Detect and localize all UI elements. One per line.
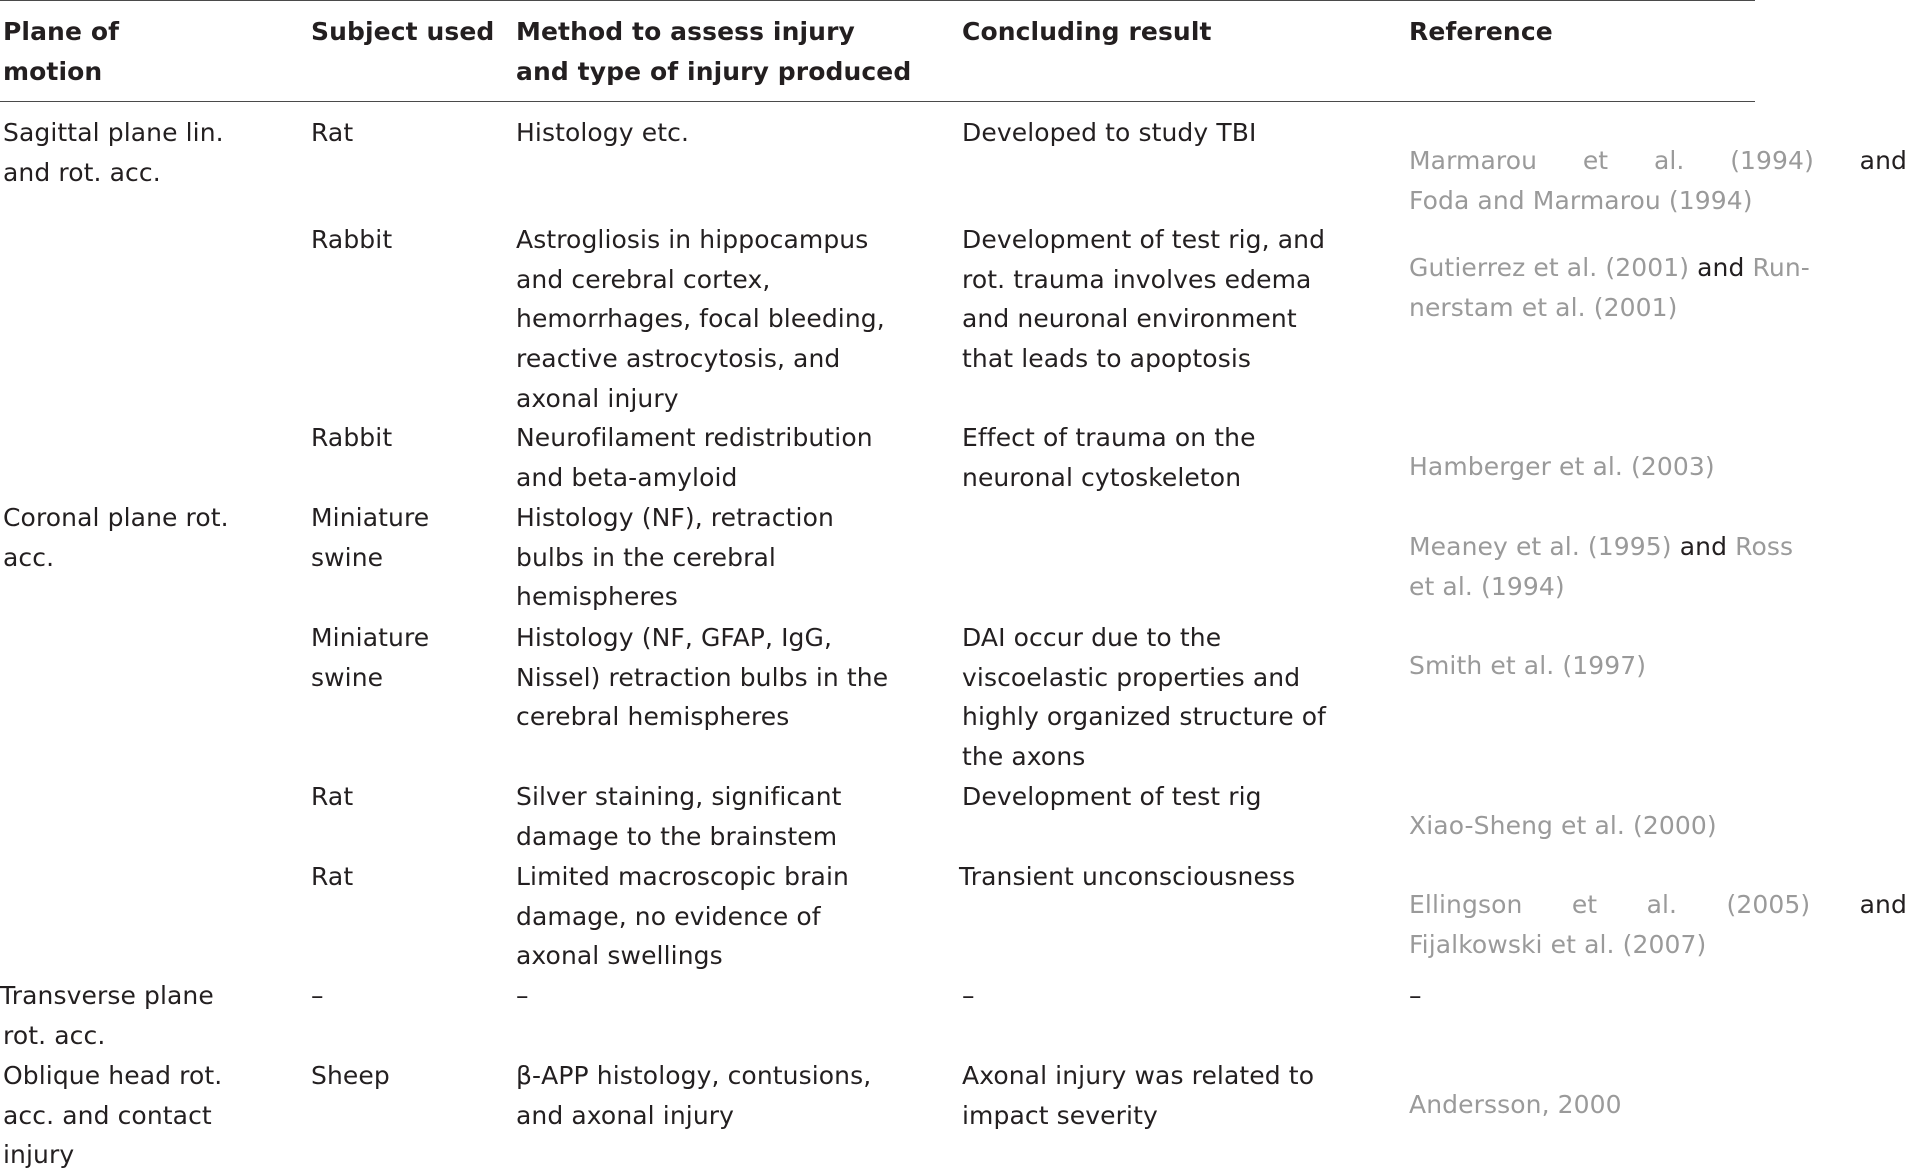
header-method: Method to assess injury and type of injury produced: [516, 17, 912, 86]
row6-result: Development of test rig: [962, 782, 1262, 811]
row3-method: Neurofilament redistribution and beta-amyloid: [516, 423, 873, 492]
row4-reference: Meaney et al. (1995) and Ross et al. (1994): [1409, 532, 1794, 601]
row4-plane: Coronal plane rot. acc.: [3, 503, 229, 572]
row9-subject: Sheep: [311, 1061, 390, 1090]
row1-method: Histology etc.: [516, 118, 689, 147]
row7-result: Transient unconsciousness: [959, 862, 1296, 891]
row9-method: β-APP histology, contusions, and axonal injury: [516, 1061, 872, 1130]
row5-subject: Miniature swine: [311, 623, 430, 692]
header-concluding-result: Concluding result: [962, 17, 1212, 46]
row8-plane: Transverse plane rot. acc.: [0, 981, 214, 1050]
row2-subject: Rabbit: [311, 225, 393, 254]
row8-subject: –: [311, 981, 324, 1010]
table-top-rule: [0, 0, 1755, 1]
row1-reference: Marmarou et al. (1994) and Foda and Marmarou (1994): [1409, 146, 1907, 215]
header-plane-of-motion: Plane of motion: [3, 17, 120, 86]
row4-method: Histology (NF), retraction bulbs in the cerebral hemispheres: [516, 503, 834, 612]
row1-result: Developed to study TBI: [962, 118, 1257, 147]
header-reference: Reference: [1409, 17, 1553, 46]
row9-reference: Andersson, 2000: [1409, 1090, 1622, 1119]
row6-reference: Xiao-Sheng et al. (2000): [1409, 811, 1717, 840]
row7-reference: Ellingson et al. (2005) and Fijalkowski et al. (2007): [1409, 890, 1907, 959]
row6-method: Silver staining, significant damage to the brainstem: [516, 782, 842, 851]
row2-reference: Gutierrez et al. (2001) and Run- nerstam et al. (2001): [1409, 253, 1810, 322]
row7-method: Limited macroscopic brain damage, no evidence of axonal swellings: [516, 862, 849, 971]
row1-subject: Rat: [311, 118, 354, 147]
row4-subject: Miniature swine: [311, 503, 430, 572]
row3-result: Effect of trauma on the neuronal cytoskeleton: [962, 423, 1256, 492]
row5-result: DAI occur due to the viscoelastic properties and highly organized structure of the axons: [962, 623, 1327, 772]
row3-subject: Rabbit: [311, 423, 393, 452]
row5-method: Histology (NF, GFAP, IgG, Nissel) retraction bulbs in the cerebral hemispheres: [516, 623, 889, 732]
row2-method: Astrogliosis in hippocampus and cerebral cortex, hemorrhages, focal bleeding, reactive astrocytosis, and axonal injury: [516, 225, 885, 413]
row2-result: Development of test rig, and rot. trauma involves edema and neuronal environment that leads to apoptosis: [962, 225, 1326, 374]
row8-reference: –: [1409, 981, 1422, 1010]
row8-method: –: [516, 981, 529, 1010]
row3-reference: Hamberger et al. (2003): [1409, 452, 1715, 481]
row6-subject: Rat: [311, 782, 354, 811]
row9-result: Axonal injury was related to impact severity: [962, 1061, 1315, 1130]
header-subject-used: Subject used: [311, 17, 495, 46]
row9-plane: Oblique head rot. acc. and contact injury: [3, 1061, 223, 1170]
row1-plane: Sagittal plane lin. and rot. acc.: [3, 118, 224, 187]
row5-reference: Smith et al. (1997): [1409, 651, 1647, 680]
row7-subject: Rat: [311, 862, 354, 891]
header-rule: [0, 101, 1755, 102]
row8-result: –: [962, 981, 975, 1010]
